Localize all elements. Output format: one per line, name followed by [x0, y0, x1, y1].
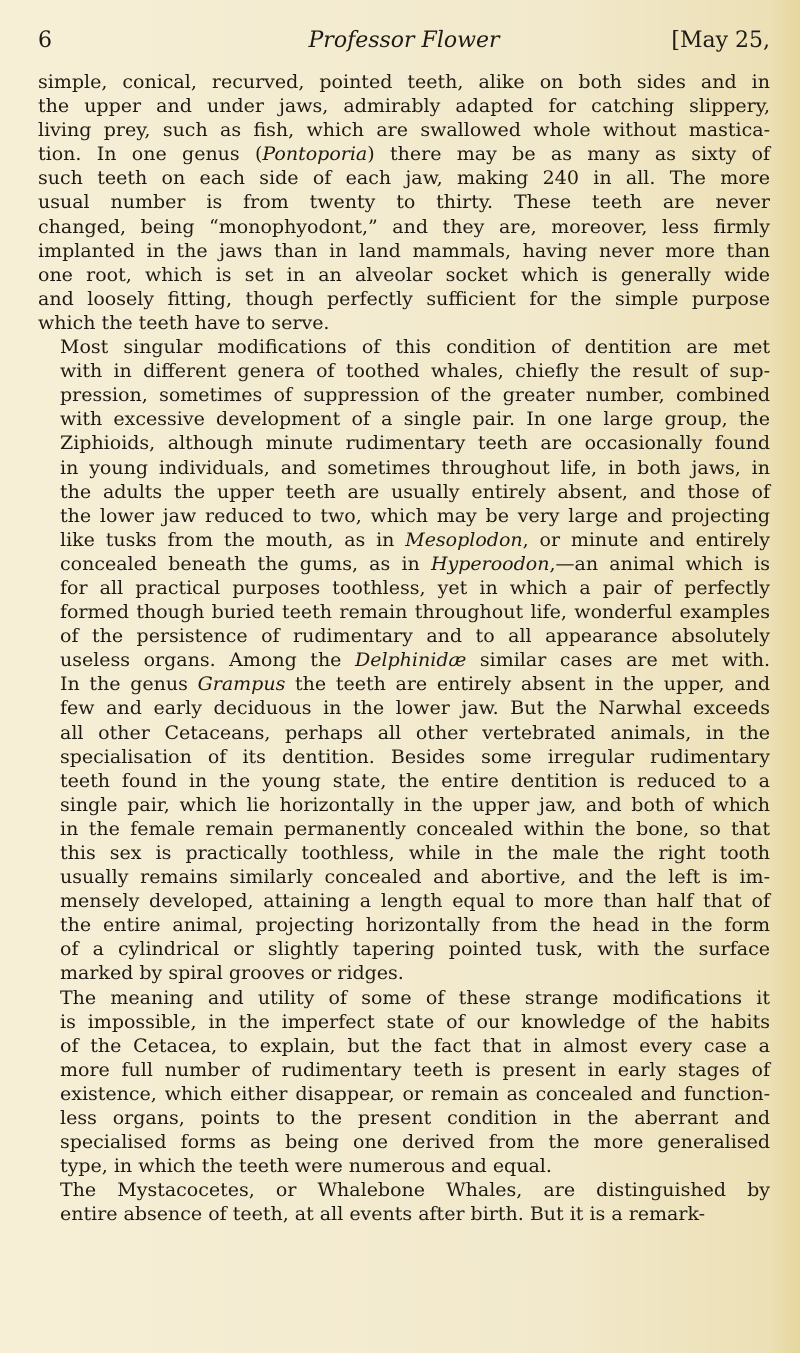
text-line: teeth found in the young state, the entire dentition is reduced to a [60, 769, 770, 792]
text-line: The meaning and utility of some of these strange modifications it [60, 986, 770, 1009]
running-header [38, 28, 770, 58]
text-line: of a cylindrical or slightly tapering pointed tusk, with the surface [60, 938, 770, 961]
text-line: useless organs. Among the Delphinidæ similar cases are met with. [60, 649, 770, 672]
text-line: this sex is practically toothless, while in the male the right tooth [60, 842, 770, 864]
header-date: [May 25, [671, 28, 770, 53]
text-line: the entire animal, projecting horizontally from the head in the form [60, 914, 770, 937]
text-line: the adults the upper teeth are usually entirely absent, and those of [60, 480, 770, 503]
text-line: for all practical purposes toothless, yet in which a pair of perfectly [60, 576, 770, 599]
text-line: specialisation of its dentition. Besides some irregular rudimentary [60, 745, 770, 768]
paragraph [38, 986, 770, 1179]
running-title: Professor Flower [308, 28, 500, 53]
text-line: with excessive development of a single pair. In one large group, the [60, 408, 770, 431]
body-text [38, 70, 770, 1227]
text-line: which the teeth have to serve. [38, 311, 330, 334]
text-line: like tusks from the mouth, as in Mesoplodon, or minute and entirely [60, 528, 770, 551]
text-line: all other Cetaceans, perhaps all other vertebrated animals, in the [60, 721, 770, 744]
text-line: living prey, such as fish, which are swallowed whole without mastica- [38, 119, 770, 142]
text-line: in young individuals, and sometimes throughout life, in both jaws, in [60, 456, 770, 479]
text-line: in the female remain permanently concealed within the bone, so that [60, 817, 770, 840]
paragraph [38, 335, 770, 986]
text-line: usual number is from twenty to thirty. These teeth are never [38, 191, 770, 214]
text-line: is impossible, in the imperfect state of our knowledge of the habits [60, 1010, 770, 1033]
text-line: such teeth on each side of each jaw, making 240 in all. The more [38, 167, 770, 190]
text-line: type, in which the teeth were numerous and equal. [60, 1155, 552, 1178]
text-line: the lower jaw reduced to two, which may be very large and projecting [60, 504, 770, 527]
text-line: existence, which either disappear, or remain as concealed and function- [60, 1082, 770, 1105]
text-line: single pair, which lie horizontally in the upper jaw, and both of which [60, 793, 770, 816]
text-line: changed, being “monophyodont,” and they are, moreover, less firmly [38, 215, 770, 238]
text-line: Ziphioids, although minute rudimentary teeth are occasionally found [60, 432, 770, 455]
text-line: simple, conical, recurved, pointed teeth, alike on both sides and in [38, 71, 770, 93]
text-line: marked by spiral grooves or ridges. [60, 962, 404, 985]
text-line: concealed beneath the gums, as in Hyperoodon,—an animal which is [60, 552, 770, 575]
text-line: In the genus Grampus the teeth are entirely absent in the upper, and [60, 673, 770, 696]
text-line: few and early deciduous in the lower jaw. But the Narwhal exceeds [60, 697, 770, 720]
text-line: formed though buried teeth remain throughout life, wonderful examples [60, 601, 770, 624]
text-line: mensely developed, attaining a length equal to more than half that of [60, 890, 770, 913]
text-line: of the persistence of rudimentary and to all appearance absolutely [60, 625, 770, 648]
text-line: Most singular modifications of this condition of dentition are met [60, 336, 770, 359]
text-line: less organs, points to the present condition in the aberrant and [60, 1107, 770, 1130]
paragraph [38, 1178, 770, 1226]
text-line: The Mystacocetes, or Whalebone Whales, are distinguished by [60, 1179, 770, 1202]
text-line: more full number of rudimentary teeth is present in early stages of [60, 1058, 770, 1081]
text-line: implanted in the jaws than in land mammals, having never more than [38, 239, 770, 262]
text-line: usually remains similarly concealed and abortive, and the left is im- [60, 866, 770, 889]
text-line: entire absence of teeth, at all events after birth. But it is a remark- [60, 1203, 706, 1226]
text-line: with in different genera of toothed whales, chiefly the result of sup- [60, 360, 770, 383]
page-number: 6 [38, 28, 52, 53]
text-line: one root, which is set in an alveolar socket which is generally wide [38, 263, 770, 286]
text-line: of the Cetacea, to explain, but the fact that in almost every case a [60, 1034, 770, 1057]
text-line: specialised forms as being one derived from the more generalised [60, 1131, 770, 1154]
text-line: and loosely fitting, though perfectly sufficient for the simple purpose [38, 287, 770, 310]
paragraph [38, 70, 770, 335]
text-line: tion. In one genus (Pontoporia) there may be as many as sixty of [38, 143, 770, 166]
text-line: pression, sometimes of suppression of the greater number, combined [60, 384, 770, 407]
text-line: the upper and under jaws, admirably adapted for catching slippery, [38, 95, 770, 118]
